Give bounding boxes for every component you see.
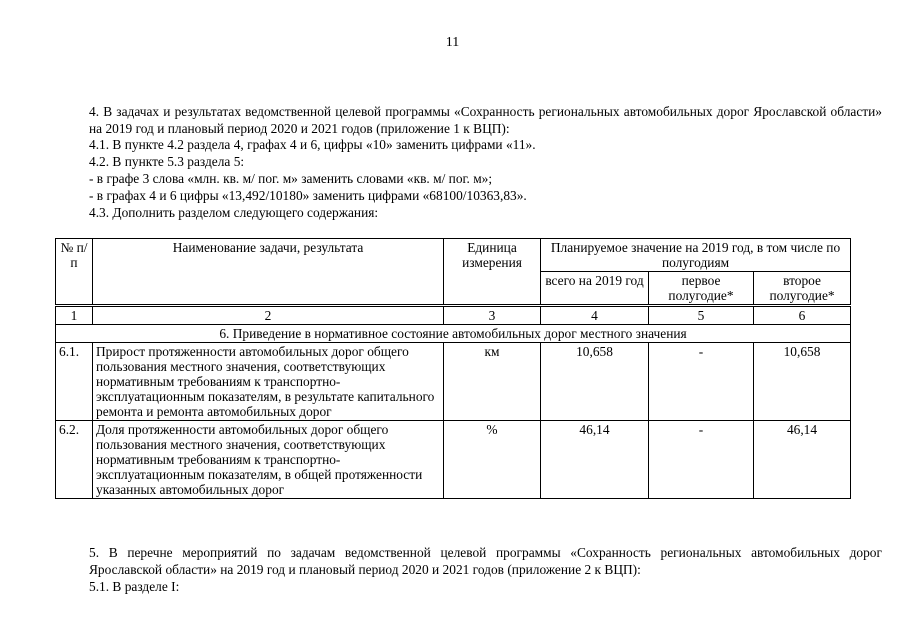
column-number: 1 [56, 306, 93, 325]
header-second-half: второе полугодие* [754, 272, 851, 306]
row-second-half: 46,14 [754, 421, 851, 499]
column-number: 3 [444, 306, 541, 325]
paragraph-4-2: 4.2. В пункте 5.3 раздела 5: [89, 154, 245, 169]
row-total: 10,658 [541, 343, 649, 421]
header-name: Наименование задачи, результата [93, 239, 444, 306]
row-unit: км [444, 343, 541, 421]
header-first-half: первое полугодие* [649, 272, 754, 306]
section-row [56, 325, 851, 343]
row-first-half: - [649, 343, 754, 421]
column-number: 6 [754, 306, 851, 325]
row-name: Прирост протяженности автомобильных дорог общего пользования местного значения, соответствующих нормативным требованиям к транспортно-эксплуатационным показателям, в результате капитального ремонта и ремонта автомобильных дорог [93, 343, 444, 421]
row-total: 46,14 [541, 421, 649, 499]
column-number: 5 [649, 306, 754, 325]
paragraph-5-1: 5.1. В разделе I: [89, 579, 180, 594]
paragraph-4-2-item-b: - в графах 4 и 6 цифры «13,492/10180» заменить цифрами «68100/10363,83». [89, 188, 527, 203]
row-unit: % [444, 421, 541, 499]
header-number: № п/п [56, 239, 93, 306]
row-second-half: 10,658 [754, 343, 851, 421]
indicators-table [55, 238, 850, 499]
paragraph-5: 5. В перечне мероприятий по задачам ведомственной целевой программы «Сохранность региональных автомобильных дорог Ярославской области» на 2019 год и плановый период 2020 и 2021 годов (приложение 2 к ВЦП): [89, 545, 882, 577]
paragraph-4-1: 4.1. В пункте 4.2 раздела 4, графах 4 и 6, цифры «10» заменить цифрами «11». [89, 137, 536, 152]
header-total: всего на 2019 год [541, 272, 649, 306]
column-number: 4 [541, 306, 649, 325]
row-first-half: - [649, 421, 754, 499]
column-number: 2 [93, 306, 444, 325]
row-number: 6.2. [56, 421, 93, 499]
paragraph-4-3: 4.3. Дополнить разделом следующего содержания: [89, 205, 379, 220]
page-number: 11 [445, 35, 460, 50]
header-planned: Планируемое значение на 2019 год, в том числе по полугодиям [541, 239, 851, 272]
header-unit: Единица измерения [444, 239, 541, 306]
table-row [56, 343, 851, 421]
row-name: Доля протяженности автомобильных дорог общего пользования местного значения, соответствующих нормативным требованиям к транспортно-эксплуатационным показателям, в общей протяженности указанных автомобильных дорог [93, 421, 444, 499]
row-number: 6.1. [56, 343, 93, 421]
paragraph-4-2-item-a: - в графе 3 слова «млн. кв. м/ пог. м» заменить словами «кв. м/ пог. м»; [89, 171, 493, 186]
column-numbers-row [56, 306, 851, 325]
section-title: 6. Приведение в нормативное состояние автомобильных дорог местного значения [56, 325, 851, 343]
table-row [56, 421, 851, 499]
paragraph-4: 4. В задачах и результатах ведомственной целевой программы «Сохранность региональных автомобильных дорог Ярославской области» на 2019 год и плановый период 2020 и 2021 годов (приложение 1 к ВЦП): [89, 104, 882, 136]
